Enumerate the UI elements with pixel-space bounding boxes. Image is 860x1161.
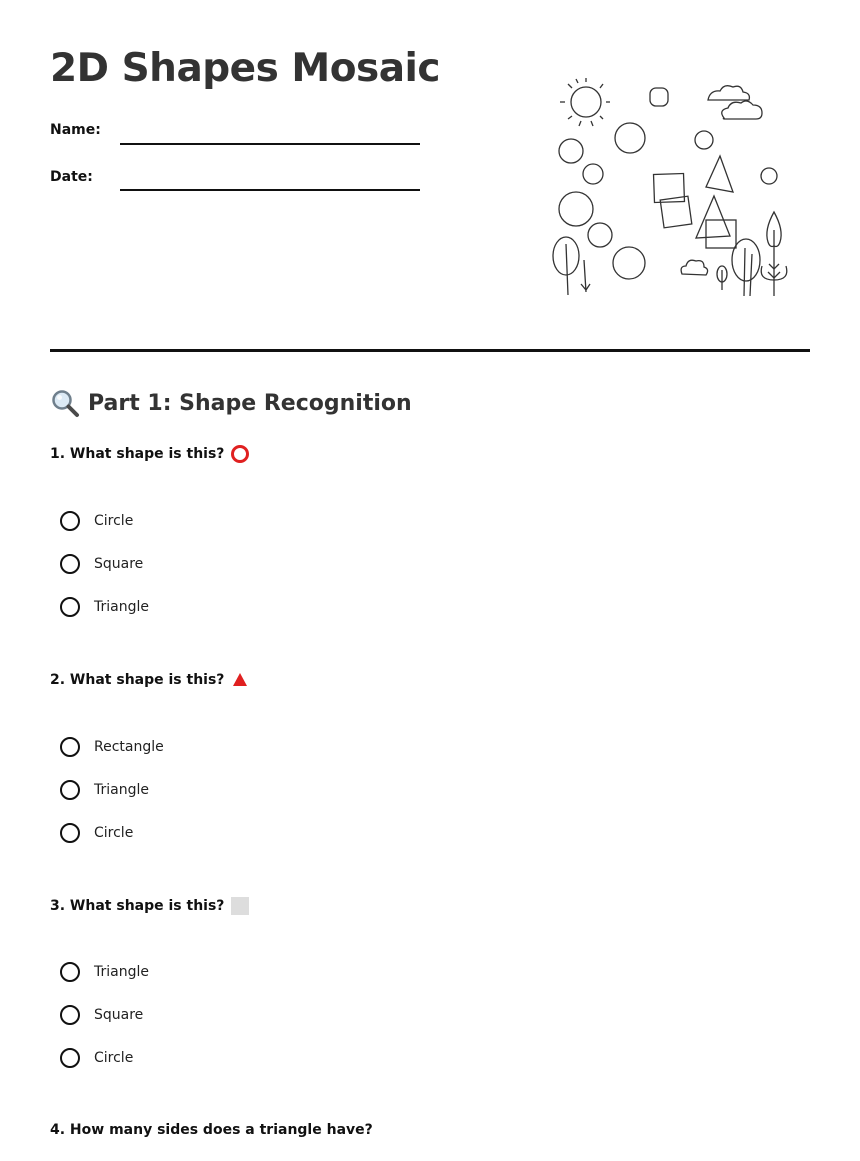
question-2-text: 2. What shape is this?	[50, 672, 225, 688]
red-triangle-icon	[230, 670, 250, 690]
option-label: Circle	[94, 825, 134, 841]
question-2	[50, 670, 250, 690]
question-3	[50, 896, 250, 916]
radio-button[interactable]	[60, 737, 80, 757]
option-label: Circle	[94, 513, 134, 529]
radio-button[interactable]	[60, 780, 80, 800]
option-label: Triangle	[94, 964, 149, 980]
q2-option-3[interactable]	[60, 823, 133, 843]
name-label: Name:	[50, 122, 101, 138]
question-1-text: 1. What shape is this?	[50, 446, 225, 462]
q1-option-2[interactable]	[60, 554, 143, 574]
radio-button[interactable]	[60, 597, 80, 617]
radio-button[interactable]	[60, 962, 80, 982]
option-label: Square	[94, 1007, 144, 1023]
radio-button[interactable]	[60, 1005, 80, 1025]
question-4-text: 4. How many sides does a triangle have?	[50, 1122, 373, 1138]
shapes-mosaic-illustration	[548, 70, 788, 300]
section-title-text: Part 1: Shape Recognition	[88, 390, 412, 416]
date-label: Date:	[50, 169, 93, 185]
q3-option-1[interactable]	[60, 962, 149, 982]
radio-button[interactable]	[60, 1048, 80, 1068]
question-1	[50, 444, 250, 464]
name-field[interactable]	[120, 143, 420, 145]
option-label: Circle	[94, 1050, 134, 1066]
option-label: Triangle	[94, 782, 149, 798]
radio-button[interactable]	[60, 823, 80, 843]
option-label: Triangle	[94, 599, 149, 615]
date-field[interactable]	[120, 189, 420, 191]
radio-button[interactable]	[60, 511, 80, 531]
q3-option-3[interactable]	[60, 1048, 133, 1068]
header-divider	[50, 349, 810, 352]
magnifier-icon	[50, 388, 80, 418]
question-4	[50, 1122, 373, 1138]
page-title: 2D Shapes Mosaic	[50, 46, 441, 91]
worksheet-page	[50, 0, 810, 1161]
section-title	[50, 388, 412, 418]
question-3-text: 3. What shape is this?	[50, 898, 225, 914]
red-circle-icon	[230, 444, 250, 464]
q3-option-2[interactable]	[60, 1005, 143, 1025]
q1-option-1[interactable]	[60, 511, 133, 531]
q2-option-2[interactable]	[60, 780, 149, 800]
q2-option-1[interactable]	[60, 737, 164, 757]
gray-square-icon	[230, 896, 250, 916]
option-label: Rectangle	[94, 739, 164, 755]
radio-button[interactable]	[60, 554, 80, 574]
q1-option-3[interactable]	[60, 597, 149, 617]
option-label: Square	[94, 556, 144, 572]
